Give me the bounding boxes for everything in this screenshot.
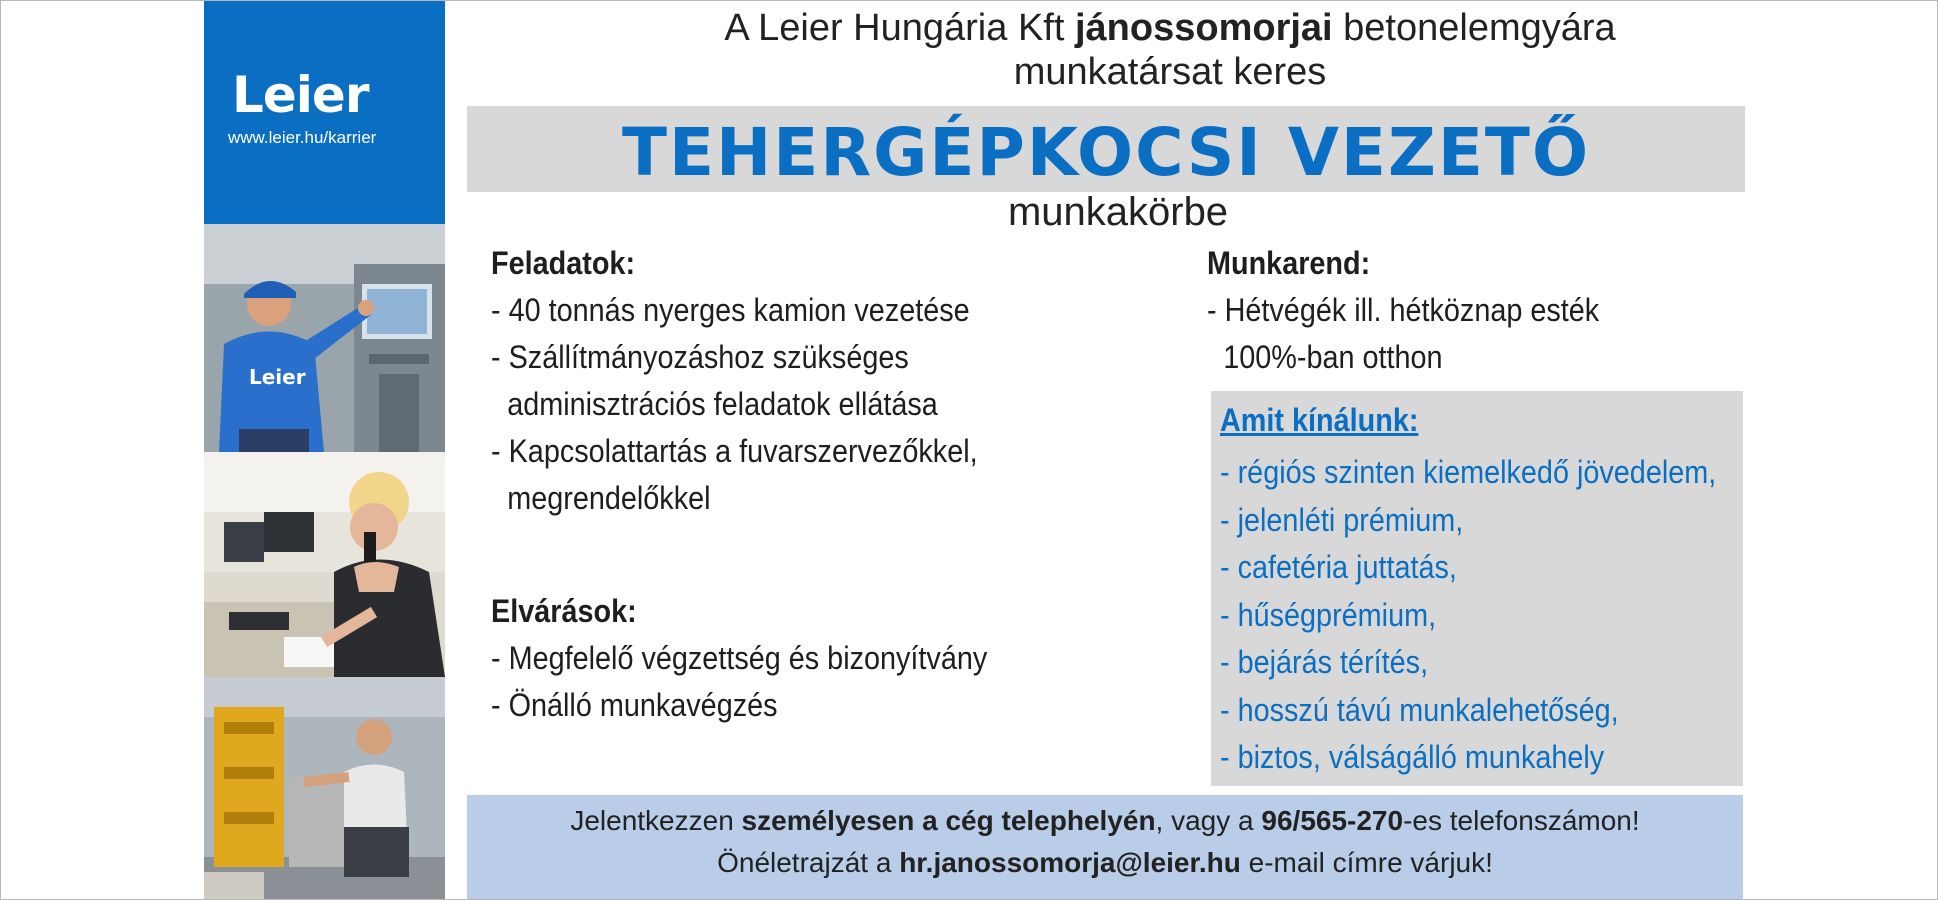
production-worker-photo xyxy=(204,677,445,900)
contact-text: , vagy a xyxy=(1155,805,1262,836)
task-item: - Szállítmányozáshoz szükséges xyxy=(491,339,909,375)
job-subtitle: munkakörbe xyxy=(1007,190,1229,234)
task-item: - Kapcsolattartás a fuvarszervezőkkel, xyxy=(491,433,978,469)
offer-item: - jelenléti prémium, xyxy=(1220,501,1464,538)
offer-box xyxy=(1211,391,1743,786)
contact-text: e-mail címre várjuk! xyxy=(1240,847,1493,878)
job-title-band xyxy=(467,106,1745,192)
tasks-section xyxy=(491,240,1032,522)
offer-item: - biztos, válságálló munkahely xyxy=(1220,739,1605,775)
tasks-heading: Feladatok: xyxy=(491,245,636,281)
career-url[interactable]: www.leier.hu/karrier xyxy=(228,128,377,147)
contact-line-email xyxy=(467,847,1743,879)
offer-heading: Amit kínálunk: xyxy=(1220,402,1419,438)
schedule-section xyxy=(1207,240,1643,381)
leier-logo: Leier xyxy=(232,66,369,124)
offer-item: - régiós szinten kiemelkedő jövedelem, xyxy=(1220,454,1717,490)
svg-text:Leier: Leier xyxy=(249,365,306,389)
headline-seeking: munkatársat keres xyxy=(1013,51,1327,93)
task-item: adminisztrációs feladatok ellátása xyxy=(507,386,938,422)
offer-item: - bejárás térítés, xyxy=(1220,644,1429,680)
factory-worker-photo xyxy=(204,224,445,452)
job-title: TEHERGÉPKOCSI VEZETŐ xyxy=(621,114,1591,191)
headline-suffix: betonelemgyára xyxy=(1332,7,1616,49)
headline-location: jánossomorjai xyxy=(1074,7,1333,49)
requirement-item: - Önálló munkavégzés xyxy=(491,687,778,723)
offer-list xyxy=(1220,397,1771,782)
contact-phone[interactable]: 96/565-270 xyxy=(1261,805,1404,836)
sidebar xyxy=(204,0,445,900)
contact-text: Jelentkezzen xyxy=(570,805,742,836)
headline-prefix: A Leier Hungária Kft xyxy=(724,7,1075,49)
task-item: - 40 tonnás nyerges kamion vezetése xyxy=(491,292,970,328)
contact-text: Önéletrajzát a xyxy=(717,847,900,878)
contact-band xyxy=(467,795,1743,900)
offer-item: - cafetéria juttatás, xyxy=(1220,549,1457,585)
office-worker-photo xyxy=(204,452,445,677)
task-item: megrendelőkkel xyxy=(507,480,711,516)
brand-panel xyxy=(204,0,445,224)
contact-line-apply xyxy=(467,805,1743,837)
schedule-item: 100%-ban otthon xyxy=(1223,339,1443,375)
requirements-section xyxy=(491,588,1042,729)
offer-item: - hűségprémium, xyxy=(1220,596,1437,633)
headline-company xyxy=(460,6,1880,50)
schedule-heading: Munkarend: xyxy=(1207,245,1371,281)
contact-in-person: személyesen a cég telephelyén xyxy=(741,805,1156,836)
requirements-heading: Elvárások: xyxy=(491,593,637,629)
contact-text: -es telefonszámon! xyxy=(1403,805,1640,836)
requirement-item: - Megfelelő végzettség és bizonyítvány xyxy=(491,640,988,676)
schedule-item: - Hétvégék ill. hétköznap esték xyxy=(1207,292,1600,328)
contact-email-link[interactable]: hr.janossomorja@leier.hu xyxy=(899,847,1241,878)
offer-item: - hosszú távú munkalehetőség, xyxy=(1220,691,1619,728)
